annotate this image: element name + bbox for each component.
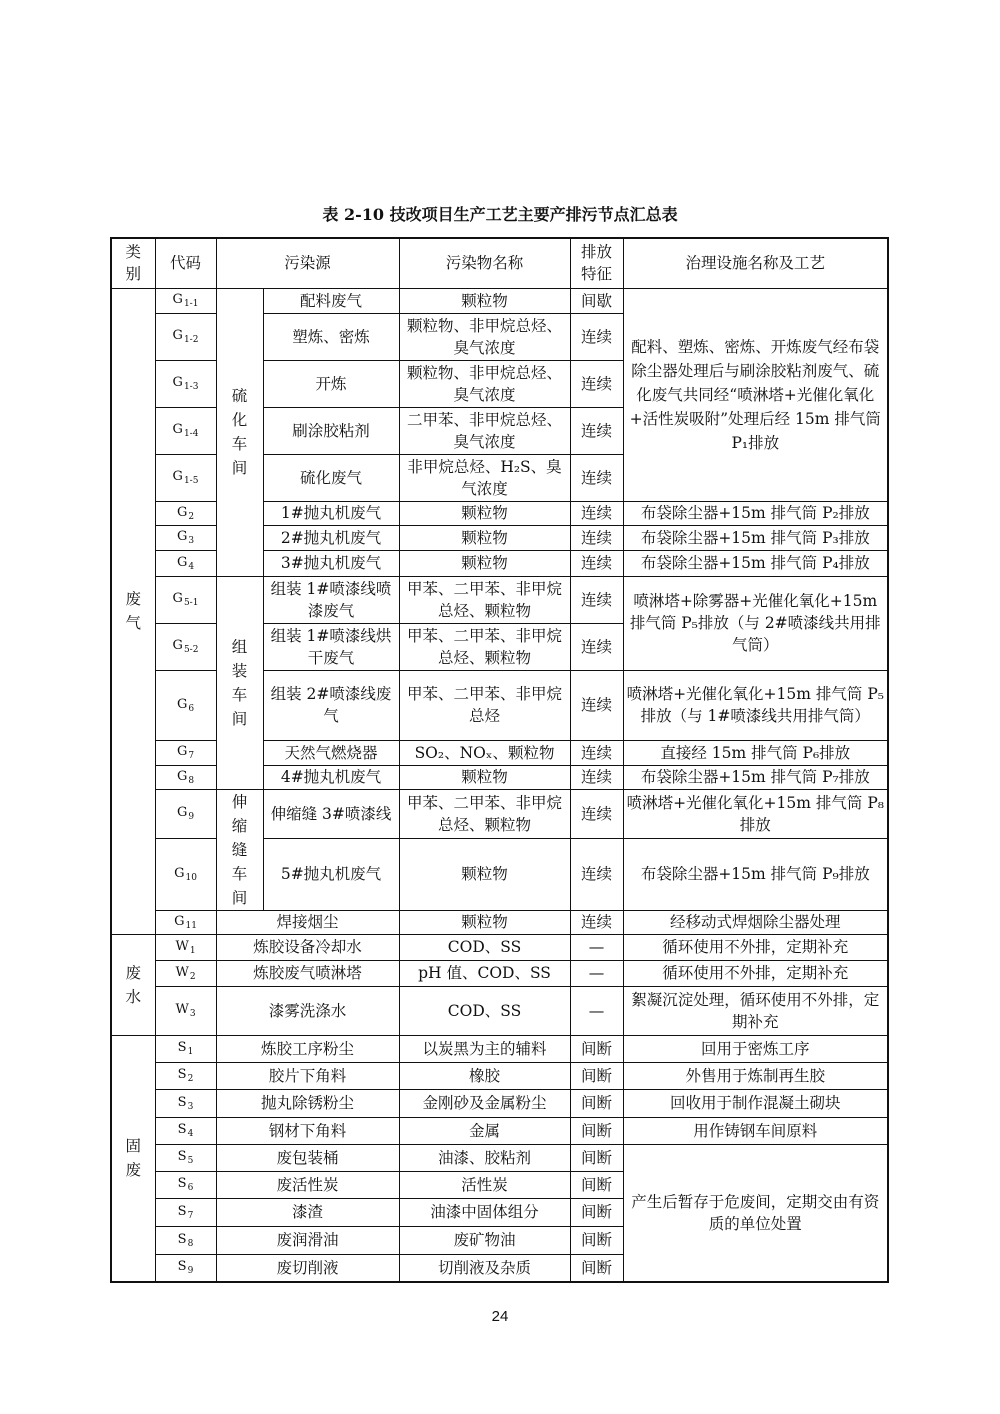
source-cell: 炼胶设备冷却水 (216, 934, 399, 960)
source-cell: 废包装桶 (216, 1144, 399, 1171)
code-letter: S (177, 1231, 187, 1247)
pollutant-cell: 颗粒物 (399, 910, 570, 934)
code-letter: G (176, 554, 188, 570)
table-row (111, 789, 888, 839)
source-cell: 废活性炭 (216, 1171, 399, 1198)
code-subscript: 11 (185, 920, 197, 931)
treatment-cell: 用作铸钢车间原料 (623, 1117, 888, 1144)
code-subscript: 4 (188, 561, 195, 572)
code-cell (155, 839, 216, 910)
code-subscript: 1-4 (183, 429, 199, 439)
discharge-cell: 间断 (570, 1117, 623, 1144)
code-cell (155, 454, 216, 501)
header-treatment: 治理设施名称及工艺 (623, 238, 888, 288)
code-letter: W (175, 938, 189, 954)
code-subscript: 1-1 (183, 299, 199, 309)
code-letter: G (172, 292, 183, 307)
code-cell (155, 910, 216, 934)
source-cell: 组装 1#喷漆线喷漆废气 (263, 576, 399, 623)
source-cell: 废切削液 (216, 1254, 399, 1282)
code-subscript: 8 (188, 775, 195, 786)
code-subscript: 1 (189, 945, 196, 956)
table-row (111, 1089, 888, 1117)
workshop-label: 伸缩缝车间 (231, 792, 248, 907)
header-source: 污染源 (216, 238, 399, 288)
discharge-cell: 连续 (570, 501, 623, 525)
pollutant-cell: 颗粒物 (399, 288, 570, 313)
treatment-cell: 直接经 15m 排气筒 P₆排放 (623, 740, 888, 765)
code-subscript: 7 (187, 1210, 194, 1221)
code-subscript: 7 (188, 751, 195, 761)
code-cell (155, 501, 216, 525)
discharge-cell: 间断 (570, 1226, 623, 1254)
code-subscript: 6 (188, 703, 195, 714)
code-subscript: 5-2 (183, 645, 199, 655)
pollutant-cell: 颗粒物、非甲烷总烃、臭气浓度 (399, 360, 570, 407)
pollutant-cell: 颗粒物 (399, 525, 570, 550)
discharge-cell: — (570, 934, 623, 960)
code-cell (155, 986, 216, 1035)
code-subscript: 5 (187, 1156, 194, 1166)
source-cell: 炼胶工序粉尘 (216, 1035, 399, 1062)
code-subscript: 9 (188, 812, 195, 823)
pollutant-cell: 甲苯、二甲苯、非甲烷总烃、颗粒物 (399, 576, 570, 623)
code-cell (155, 789, 216, 839)
category-cell (111, 934, 155, 1035)
code-cell (155, 288, 216, 313)
code-cell (155, 550, 216, 576)
discharge-cell: 连续 (570, 789, 623, 839)
header-category (111, 238, 155, 288)
code-cell (155, 407, 216, 454)
header-discharge (570, 238, 623, 288)
pollutant-cell: COD、SS (399, 934, 570, 960)
treatment-cell: 外售用于炼制再生胶 (623, 1062, 888, 1089)
table-row (111, 934, 888, 960)
treatment-cell: 布袋除尘器+15m 排气筒 P₄排放 (623, 550, 888, 576)
workshop-label: 组装车间 (231, 637, 248, 728)
code-subscript: 8 (187, 1238, 194, 1249)
discharge-cell: — (570, 960, 623, 986)
code-subscript: 10 (185, 872, 197, 883)
pollutant-cell: 橡胶 (399, 1062, 570, 1089)
source-cell: 2#抛丸机废气 (263, 525, 399, 550)
source-cell: 5#抛丸机废气 (263, 839, 399, 910)
code-cell (155, 313, 216, 360)
code-letter: W (175, 964, 189, 980)
category-label: 废气 (125, 590, 141, 632)
code-letter: S (177, 1067, 187, 1082)
source-cell: 开炼 (263, 360, 399, 407)
source-cell: 焊接烟尘 (216, 910, 399, 934)
pollutant-cell: 废矿物油 (399, 1226, 570, 1254)
discharge-cell: 连续 (570, 839, 623, 910)
code-letter: G (172, 469, 183, 484)
header-discharge-label: 排放特征 (581, 243, 613, 284)
source-cell: 配料废气 (263, 288, 399, 313)
discharge-cell: 连续 (570, 765, 623, 789)
code-cell (155, 1144, 216, 1171)
code-letter: G (174, 865, 185, 881)
treatment-cell: 喷淋塔+除雾器+光催化氧化+15m 排气筒 P₅排放（与 2#喷漆线共用排气筒） (623, 576, 888, 670)
pollutant-cell: pH 值、COD、SS (399, 960, 570, 986)
code-cell (155, 740, 216, 765)
treatment-cell: 产生后暂存于危废间，定期交由有资质的单位处置 (623, 1144, 888, 1282)
code-letter: G (172, 422, 183, 437)
source-cell: 天然气燃烧器 (263, 740, 399, 765)
pollutant-cell: 颗粒物 (399, 501, 570, 525)
treatment-cell: 絮凝沉淀处理，循环使用不外排，定期补充 (623, 986, 888, 1035)
pollution-nodes-table (110, 237, 889, 1283)
pollutant-cell: SO₂、NOₓ、颗粒物 (399, 740, 570, 765)
header-pollutant: 污染物名称 (399, 238, 570, 288)
code-letter: W (175, 1002, 189, 1017)
code-letter: G (172, 328, 183, 343)
code-subscript: 3 (187, 1101, 194, 1112)
discharge-cell: — (570, 986, 623, 1035)
source-cell: 胶片下角料 (216, 1062, 399, 1089)
code-subscript: 4 (187, 1129, 194, 1139)
code-cell (155, 1089, 216, 1117)
code-cell (155, 1062, 216, 1089)
discharge-cell: 连续 (570, 576, 623, 623)
source-cell: 炼胶废气喷淋塔 (216, 960, 399, 986)
category-cell (111, 1035, 155, 1282)
code-subscript: 3 (188, 536, 195, 546)
code-letter: S (177, 1122, 187, 1137)
source-cell: 伸缩缝 3#喷漆线 (263, 789, 399, 839)
code-cell (155, 1117, 216, 1144)
discharge-cell: 间歇 (570, 288, 623, 313)
table-row (111, 960, 888, 986)
treatment-cell: 布袋除尘器+15m 排气筒 P₃排放 (623, 525, 888, 550)
treatment-cell: 喷淋塔+光催化氧化+15m 排气筒 P₈排放 (623, 789, 888, 839)
source-cell: 组装 1#喷漆线烘干废气 (263, 623, 399, 670)
workshop-cell (216, 288, 263, 576)
code-letter: G (176, 696, 188, 712)
code-cell (155, 576, 216, 623)
table-title: 表 2-10 技改项目生产工艺主要产排污节点汇总表 (322, 205, 678, 224)
pollutant-cell: COD、SS (399, 986, 570, 1035)
source-cell: 抛丸除锈粉尘 (216, 1089, 399, 1117)
code-letter: G (174, 913, 185, 929)
discharge-cell: 间断 (570, 1198, 623, 1226)
discharge-cell: 连续 (570, 910, 623, 934)
code-cell (155, 670, 216, 740)
header-code: 代码 (155, 238, 216, 288)
workshop-cell (216, 789, 263, 910)
pollutant-cell: 颗粒物 (399, 839, 570, 910)
page-number: 24 (491, 1308, 509, 1325)
pollutant-cell: 金刚砂及金属粉尘 (399, 1089, 570, 1117)
discharge-cell: 间断 (570, 1035, 623, 1062)
code-cell (155, 960, 216, 986)
pollutant-cell: 甲苯、二甲苯、非甲烷总烃、颗粒物 (399, 789, 570, 839)
table-row (111, 1117, 888, 1144)
pollutant-cell: 颗粒物、非甲烷总烃、臭气浓度 (399, 313, 570, 360)
source-cell: 1#抛丸机废气 (263, 501, 399, 525)
discharge-cell: 间断 (570, 1144, 623, 1171)
code-letter: S (177, 1149, 187, 1164)
code-cell (155, 765, 216, 789)
discharge-cell: 间断 (570, 1254, 623, 1282)
table-row (111, 288, 888, 313)
code-letter: S (177, 1259, 187, 1275)
code-subscript: 6 (187, 1183, 194, 1193)
pollutant-cell: 颗粒物 (399, 765, 570, 789)
treatment-cell: 循环使用不外排，定期补充 (623, 934, 888, 960)
code-cell (155, 1226, 216, 1254)
code-letter: G (172, 591, 183, 606)
category-label: 废水 (125, 963, 141, 1006)
code-letter: G (176, 805, 188, 821)
header-category-label: 类别 (125, 243, 141, 284)
source-cell: 漆渣 (216, 1198, 399, 1226)
treatment-cell: 回收用于制作混凝土砌块 (623, 1089, 888, 1117)
code-cell (155, 1254, 216, 1282)
pollutant-cell: 二甲苯、非甲烷总烃、臭气浓度 (399, 407, 570, 454)
table-row (111, 986, 888, 1035)
source-cell: 钢材下角料 (216, 1117, 399, 1144)
code-subscript: 2 (187, 1074, 194, 1084)
code-letter: S (177, 1176, 187, 1191)
pollutant-cell: 切削液及杂质 (399, 1254, 570, 1282)
treatment-cell: 经移动式焊烟除尘器处理 (623, 910, 888, 934)
code-cell (155, 360, 216, 407)
code-letter: G (172, 638, 183, 653)
code-subscript: 1 (187, 1047, 194, 1057)
pollutant-cell: 甲苯、二甲苯、非甲烷总烃 (399, 670, 570, 740)
treatment-cell: 布袋除尘器+15m 排气筒 P₂排放 (623, 501, 888, 525)
pollutant-cell: 金属 (399, 1117, 570, 1144)
table-row (111, 910, 888, 934)
category-cell (111, 288, 155, 934)
treatment-cell: 布袋除尘器+15m 排气筒 P₇排放 (623, 765, 888, 789)
source-cell: 硫化废气 (263, 454, 399, 501)
table-header-row (111, 238, 888, 288)
code-subscript: 5-1 (183, 598, 199, 608)
pollutant-cell: 颗粒物 (399, 550, 570, 576)
discharge-cell: 连续 (570, 407, 623, 454)
code-subscript: 1-3 (183, 382, 199, 392)
source-cell: 组装 2#喷漆线废气 (263, 670, 399, 740)
code-subscript: 2 (188, 511, 195, 522)
treatment-cell: 回用于密炼工序 (623, 1035, 888, 1062)
pollutant-cell: 以炭黑为主的辅料 (399, 1035, 570, 1062)
table-row (111, 576, 888, 623)
source-cell: 漆雾洗涤水 (216, 986, 399, 1035)
workshop-cell (216, 576, 263, 789)
treatment-cell: 喷淋塔+光催化氧化+15m 排气筒 P₅排放（与 1#喷漆线共用排气筒） (623, 670, 888, 740)
code-cell (155, 623, 216, 670)
table-row (111, 1144, 888, 1171)
discharge-cell: 连续 (570, 525, 623, 550)
code-letter: G (176, 744, 188, 759)
source-cell: 3#抛丸机废气 (263, 550, 399, 576)
discharge-cell: 间断 (570, 1171, 623, 1198)
pollutant-cell: 油漆、胶粘剂 (399, 1144, 570, 1171)
code-letter: G (172, 375, 183, 390)
discharge-cell: 连续 (570, 360, 623, 407)
discharge-cell: 连续 (570, 313, 623, 360)
discharge-cell: 连续 (570, 670, 623, 740)
treatment-cell: 布袋除尘器+15m 排气筒 P₉排放 (623, 839, 888, 910)
code-cell (155, 1171, 216, 1198)
source-cell: 刷涂胶粘剂 (263, 407, 399, 454)
code-subscript: 2 (189, 971, 196, 982)
code-letter: S (177, 1040, 187, 1055)
discharge-cell: 连续 (570, 623, 623, 670)
pollutant-cell: 甲苯、二甲苯、非甲烷总烃、颗粒物 (399, 623, 570, 670)
table-row (111, 1035, 888, 1062)
code-cell (155, 934, 216, 960)
code-letter: S (177, 1203, 187, 1219)
table-row (111, 1062, 888, 1089)
code-subscript: 9 (187, 1266, 194, 1277)
code-cell (155, 1198, 216, 1226)
discharge-cell: 间断 (570, 1089, 623, 1117)
discharge-cell: 连续 (570, 550, 623, 576)
code-subscript: 1-2 (183, 335, 199, 345)
code-cell (155, 525, 216, 550)
code-letter: S (177, 1094, 187, 1110)
pollutant-cell: 活性炭 (399, 1171, 570, 1198)
treatment-cell: 循环使用不外排，定期补充 (623, 960, 888, 986)
treatment-cell: 配料、塑炼、密炼、开炼废气经布袋除尘器处理后与刷涂胶粘剂废气、硫化废气共同经“喷淋塔+光催化氧化+活性炭吸附”处理后经 15m 排气筒 P₁排放 (623, 288, 888, 501)
code-subscript: 1-5 (183, 476, 199, 486)
pollutant-cell: 非甲烷总烃、H₂S、臭气浓度 (399, 454, 570, 501)
pollutant-cell: 油漆中固体组分 (399, 1198, 570, 1226)
category-label: 固废 (125, 1137, 141, 1180)
discharge-cell: 连续 (570, 740, 623, 765)
source-cell: 4#抛丸机废气 (263, 765, 399, 789)
source-cell: 塑炼、密炼 (263, 313, 399, 360)
code-subscript: 3 (189, 1009, 196, 1019)
code-cell (155, 1035, 216, 1062)
code-letter: G (176, 504, 188, 520)
source-cell: 废润滑油 (216, 1226, 399, 1254)
code-letter: G (176, 529, 188, 544)
discharge-cell: 间断 (570, 1062, 623, 1089)
code-letter: G (176, 768, 188, 784)
discharge-cell: 连续 (570, 454, 623, 501)
workshop-label: 硫化车间 (231, 387, 248, 477)
